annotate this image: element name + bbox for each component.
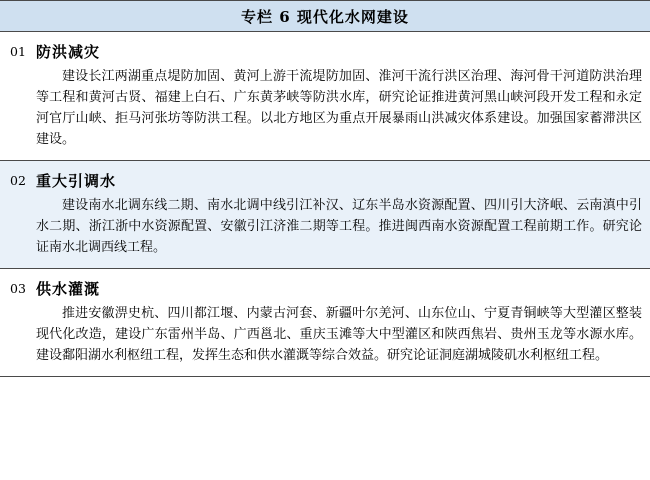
panel-title-bar (0, 0, 650, 32)
item-content (36, 269, 650, 376)
panel-title: 专栏 6 现代化水网建设 (241, 7, 409, 26)
item-number: 03 (10, 281, 26, 297)
item-heading: 供水灌溉 (36, 280, 101, 299)
item-content (36, 32, 650, 160)
item-content (36, 161, 650, 268)
item-body: 建设长江两湖重点堤防加固、黄河上游干流堤防加固、淮河干流行洪区治理、海河骨干河道防洪治理等工程和黄河古贤、福建上白石、广东黄茅峡等防洪水库，研究论证推进黄河黑山峡河段开发工程和永定河官厅山峡、拒马河张坊等防洪工程。以北方地区为重点开展暴雨山洪减灾体系建设。加强国家蓄滞洪区建设。 (36, 69, 642, 148)
item-heading: 重大引调水 (36, 172, 117, 191)
table-row (0, 32, 650, 161)
item-body: 建设南水北调东线二期、南水北调中线引江补汉、辽东半岛水资源配置、四川引大济岷、云南滇中引水二期、浙江浙中水资源配置、安徽引江济淮二期等工程。推进闽西南水资源配置工程前期工作。研究论证南水北调西线工程。 (36, 198, 642, 256)
table-row (0, 269, 650, 377)
table-row (0, 161, 650, 269)
item-heading: 防洪减灾 (36, 43, 101, 61)
item-body: 推进安徽淠史杭、四川都江堰、内蒙古河套、新疆叶尔羌河、山东位山、宁夏青铜峡等大型灌区整装现代化改造，建设广东雷州半岛、广西邕北、重庆玉滩等大中型灌区和陕西焦岩、贵州玉龙等水源水库。建设鄱阳湖水利枢纽工程，发挥生态和供水灌溉等综合效益。研究论证洞庭湖城陵矶水利枢纽工程。 (36, 306, 642, 364)
item-number: 02 (10, 173, 26, 189)
item-number: 01 (10, 44, 26, 59)
